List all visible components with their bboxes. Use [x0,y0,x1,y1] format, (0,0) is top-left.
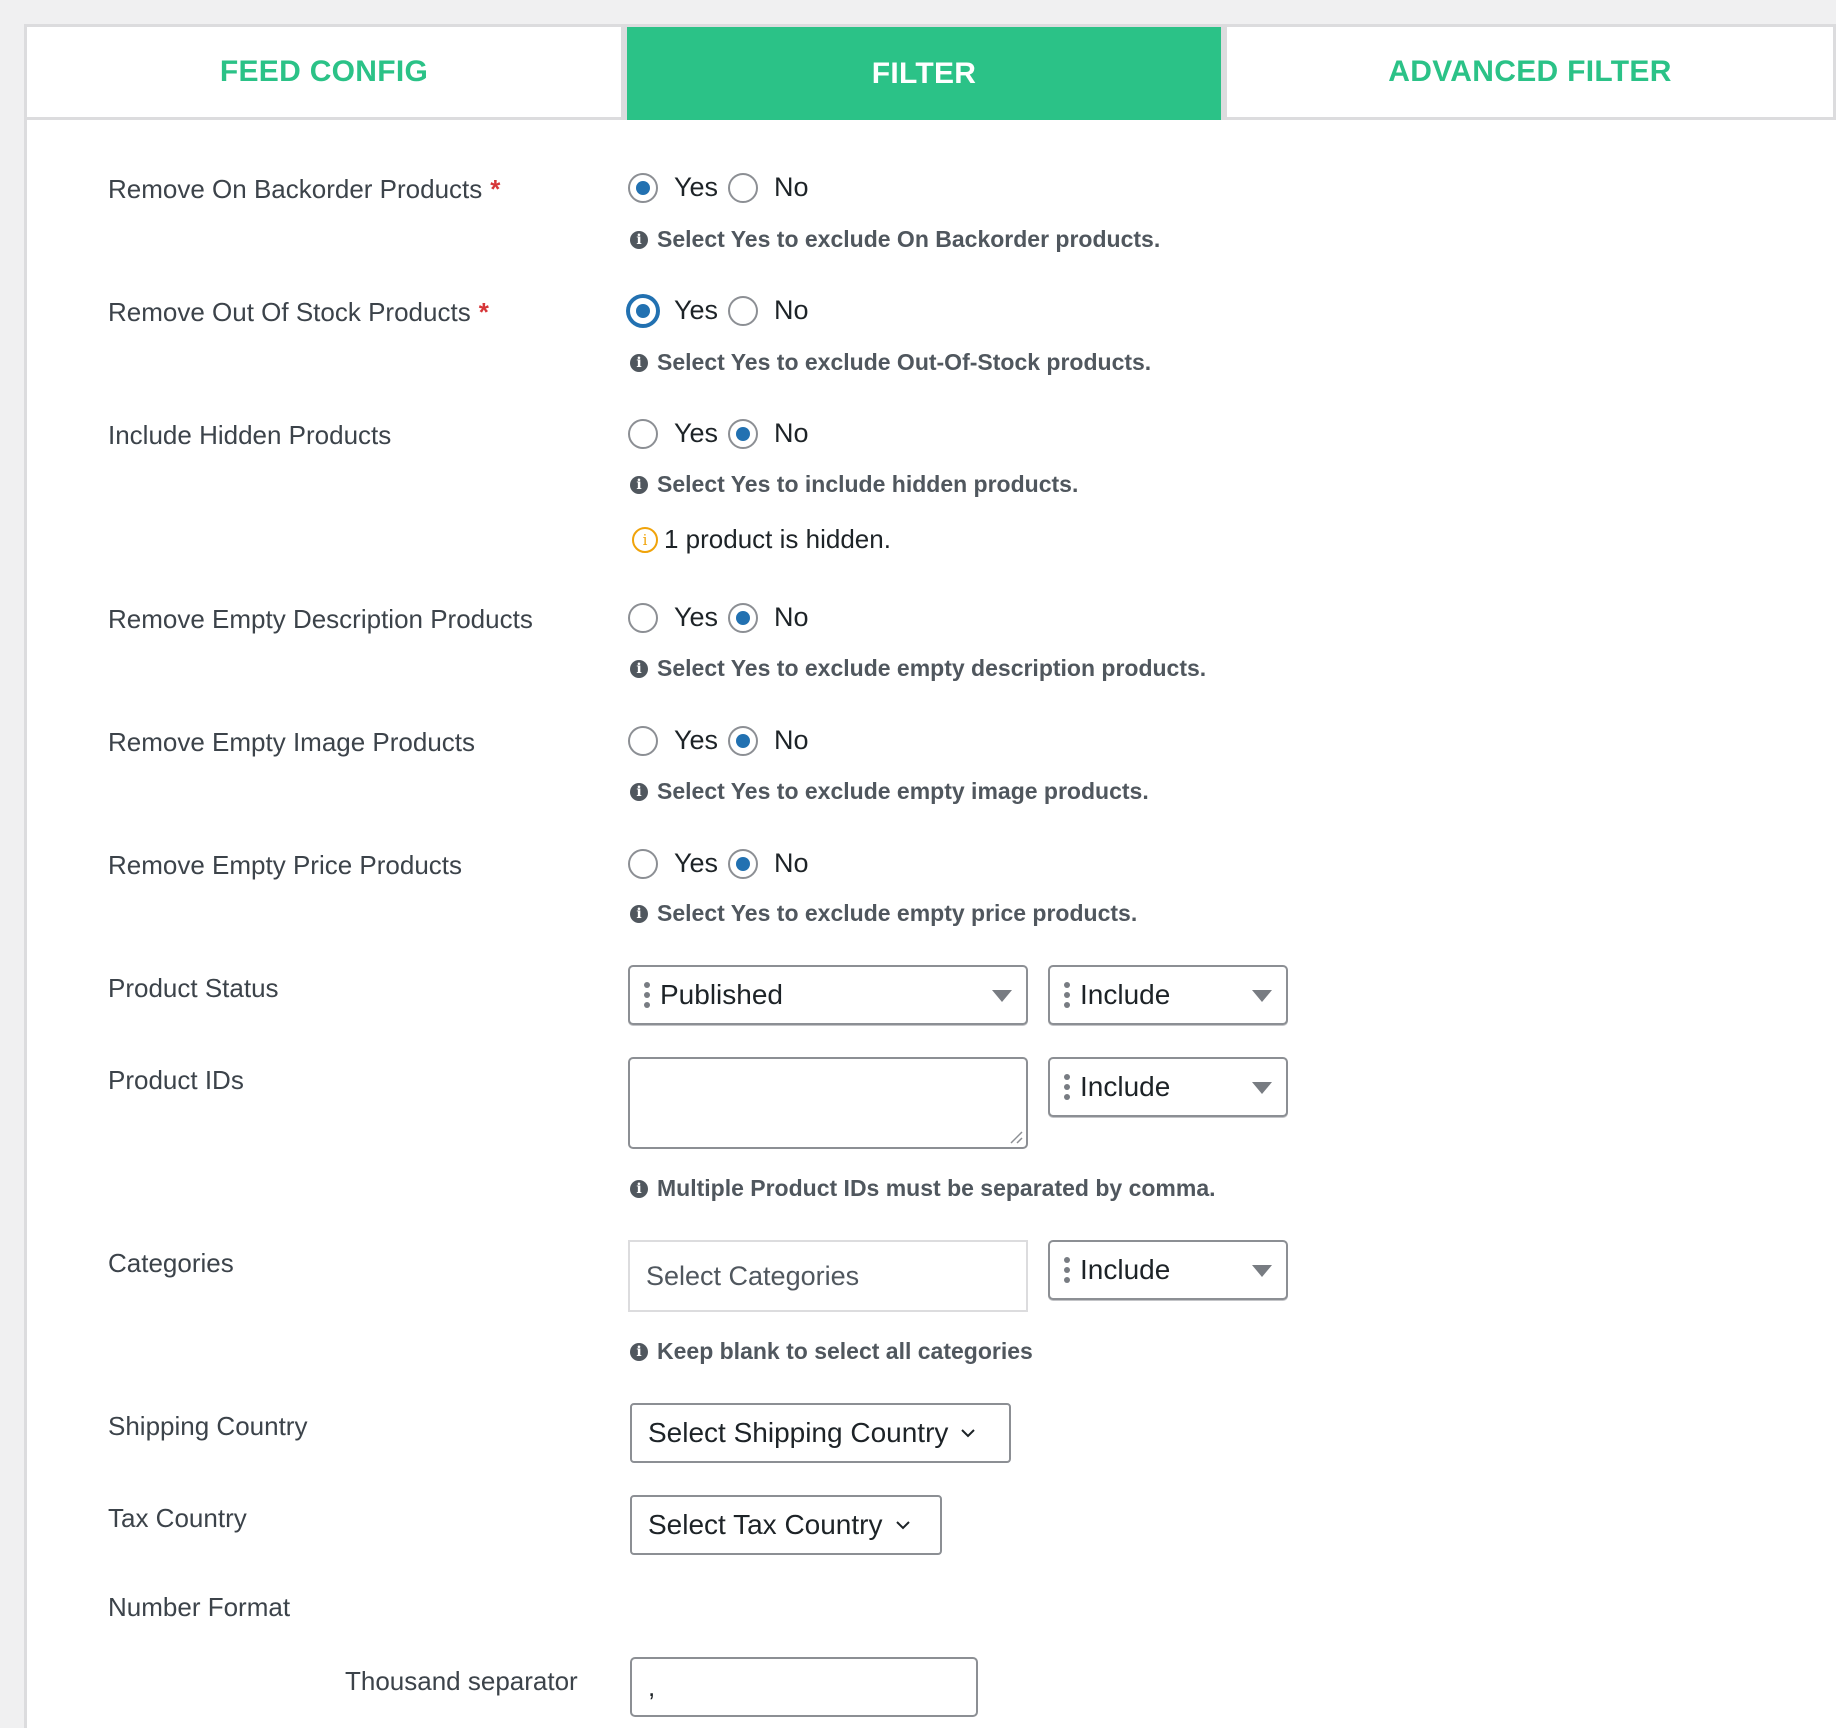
no-label: No [774,848,809,878]
thousand-separator-value: , [648,1671,656,1702]
backorder-no-radio[interactable] [728,173,758,203]
backorder-radio-group [628,172,819,203]
empty-price-no-radio[interactable] [728,849,758,879]
empty-description-label: Remove Empty Description Products [108,604,533,634]
out-of-stock-radio-group [628,295,819,326]
product-ids-hint: i Multiple Product IDs must be separated by comma. [630,1175,1216,1202]
required-marker: * [478,297,489,327]
out-of-stock-label: Remove Out Of Stock Products * [108,297,489,327]
no-label: No [774,172,809,202]
thousand-separator-label: Thousand separator [345,1666,578,1696]
product-ids-mode-select[interactable] [1048,1057,1288,1117]
product-status-select[interactable] [628,965,1028,1025]
info-icon: i [630,476,648,494]
yes-label: Yes [674,295,719,325]
hidden-products-notice: i 1 product is hidden. [632,524,891,555]
no-label: No [774,602,809,632]
hidden-products-hint: i Select Yes to include hidden products. [630,471,1078,498]
product-status-mode-value: Include [1080,979,1171,1010]
backorder-label: Remove On Backorder Products * [108,174,501,204]
tax-country-value: Select Tax Country [648,1509,883,1540]
empty-image-yes-radio[interactable] [628,726,658,756]
info-icon: i [630,660,648,678]
chevron-down-icon [960,1425,976,1441]
no-label: No [774,295,809,325]
hidden-products-label: Include Hidden Products [108,420,392,450]
empty-description-hint: i Select Yes to exclude empty description products. [630,655,1206,682]
info-icon: i [630,354,648,372]
empty-description-yes-radio[interactable] [628,603,658,633]
drag-handle-icon [1060,1072,1074,1102]
categories-mode-select[interactable] [1048,1240,1288,1300]
categories-hint: i Keep blank to select all categories [630,1338,1033,1365]
info-icon: i [630,1343,648,1361]
thousand-separator-input[interactable] [630,1657,978,1717]
empty-image-radio-group [628,725,819,756]
tab-advanced-filter[interactable]: ADVANCED FILTER [1224,24,1836,120]
tab-filter[interactable]: FILTER [624,24,1224,120]
product-status-mode-select[interactable] [1048,965,1288,1025]
product-ids-label: Product IDs [108,1065,244,1095]
warning-icon: i [632,527,658,553]
required-marker: * [490,174,501,204]
dropdown-arrow-icon [1252,1082,1272,1094]
info-icon: i [630,905,648,923]
tax-country-select[interactable] [630,1495,942,1555]
out-of-stock-yes-radio[interactable] [628,296,658,326]
drag-handle-icon [1060,1255,1074,1285]
yes-label: Yes [674,418,719,448]
hidden-products-radio-group [628,418,819,449]
hidden-yes-radio[interactable] [628,419,658,449]
empty-description-radio-group [628,602,819,633]
empty-description-no-radio[interactable] [728,603,758,633]
yes-label: Yes [674,848,719,878]
shipping-country-value: Select Shipping Country [648,1417,949,1448]
number-format-label: Number Format [108,1592,291,1622]
info-icon: i [630,783,648,801]
product-status-value: Published [660,979,783,1010]
empty-price-hint: i Select Yes to exclude empty price products. [630,900,1137,927]
resize-grip-icon[interactable] [1007,1128,1023,1144]
dropdown-arrow-icon [1252,990,1272,1002]
product-status-label: Product Status [108,973,279,1003]
empty-price-yes-radio[interactable] [628,849,658,879]
backorder-hint: i Select Yes to exclude On Backorder products. [630,226,1160,253]
dropdown-arrow-icon [992,990,1012,1002]
no-label: No [774,725,809,755]
categories-mode-value: Include [1080,1254,1171,1285]
shipping-country-select[interactable] [630,1403,1011,1463]
product-ids-mode-value: Include [1080,1071,1171,1102]
drag-handle-icon [640,980,654,1010]
yes-label: Yes [674,602,719,632]
dropdown-arrow-icon [1252,1265,1272,1277]
categories-placeholder: Select Categories [646,1260,860,1291]
yes-label: Yes [674,725,719,755]
product-ids-textarea[interactable] [628,1057,1028,1149]
shipping-country-label: Shipping Country [108,1411,308,1441]
tax-country-label: Tax Country [108,1503,247,1533]
empty-image-hint: i Select Yes to exclude empty image products. [630,778,1149,805]
info-icon: i [630,231,648,249]
empty-image-no-radio[interactable] [728,726,758,756]
chevron-down-icon [895,1517,911,1533]
info-icon: i [630,1180,648,1198]
tab-bar [24,24,1836,120]
no-label: No [774,418,809,448]
empty-price-label: Remove Empty Price Products [108,850,463,880]
drag-handle-icon [1060,980,1074,1010]
tab-feed-config[interactable]: FEED CONFIG [24,24,624,120]
out-of-stock-hint: i Select Yes to exclude Out-Of-Stock products. [630,349,1151,376]
empty-price-radio-group [628,848,819,879]
categories-label: Categories [108,1248,234,1278]
yes-label: Yes [674,172,719,202]
categories-input[interactable] [628,1240,1028,1312]
out-of-stock-no-radio[interactable] [728,296,758,326]
hidden-no-radio[interactable] [728,419,758,449]
empty-image-label: Remove Empty Image Products [108,727,476,757]
backorder-yes-radio[interactable] [628,173,658,203]
